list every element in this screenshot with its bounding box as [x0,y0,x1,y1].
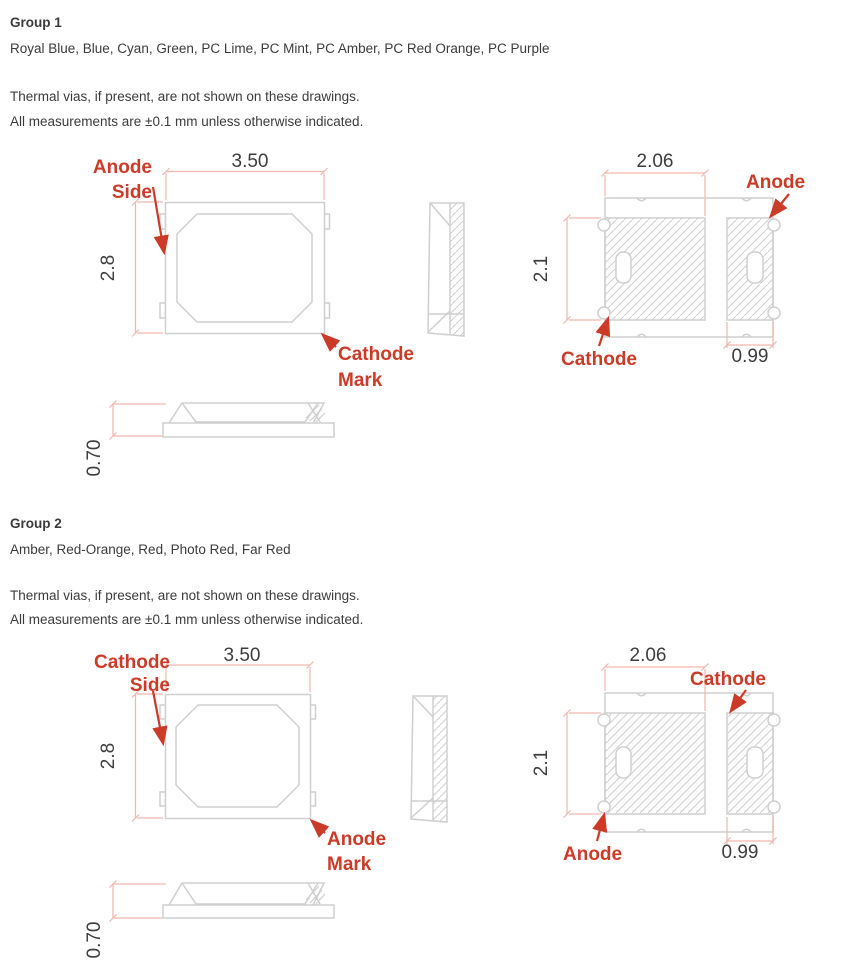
profile-body [169,883,324,905]
footprint-bottom-left-arrow [597,815,604,841]
dim-0-70 [84,881,166,959]
dim-profile-height: 0.70 [84,921,105,959]
mark-label-line1: Cathode [338,344,414,365]
dim-2-8 [98,199,163,337]
pad-corner-relief [768,219,780,231]
footprint-bottom-left-label: Cathode [561,349,637,370]
side-label-line1: Cathode [94,652,170,673]
dim-3-50 [163,645,314,692]
group2-drawings [0,645,850,967]
side-view-hatch [433,696,447,822]
pad-slot [616,747,631,778]
pad-slot [747,252,763,283]
dim-2-1 [531,215,601,324]
pad-corner-relief [598,714,610,726]
group2-note-measurements: All measurements are ±0.1 mm unless otherwise indicated. [10,612,364,627]
pad-corner-relief [768,801,780,813]
group2-top-view [94,645,386,875]
pad-corner-relief [768,714,780,726]
group1-note-measurements: All measurements are ±0.1 mm unless otherwise indicated. [10,114,364,129]
dim-2-1 [531,710,601,818]
dim-big-pad-width: 2.06 [636,151,674,172]
mark-label-arrow [312,821,325,833]
pad-corner-relief [598,801,610,813]
side-label-line1: Anode [92,157,152,178]
group1-color-list: Royal Blue, Blue, Cyan, Green, PC Lime, PC Mint, PC Amber, PC Red Orange, PC Purple [10,41,550,56]
pad-corner-relief [768,307,780,319]
side-view-hatch [450,203,464,336]
profile-base [163,423,334,437]
group2-title: Group 2 [10,516,62,531]
pad-slot [616,252,631,283]
group2-footprint [531,645,780,865]
dim-profile-height: 0.70 [84,439,105,477]
group1-title: Group 1 [10,15,62,30]
dim-0-70 [84,401,166,477]
side-label-line2: Side [129,675,170,696]
footprint-top-right-label: Anode [746,172,806,193]
footprint-bottom-left-label: Anode [563,844,623,865]
group1-profile-view [84,401,334,477]
pad-corner-relief [598,307,610,319]
lead-tab [160,303,166,318]
group1-footprint [531,151,805,370]
group2-note-thermal-vias: Thermal vias, if present, are not shown on these drawings. [10,588,360,603]
group2-color-list: Amber, Red-Orange, Red, Photo Red, Far Red [10,542,291,557]
dim-2-8 [98,691,163,822]
dim-small-pad-width: 0.99 [721,842,759,863]
group1-side-view [428,203,464,336]
dim-width-value: 3.50 [231,151,269,172]
pad-slot [747,747,763,778]
lead-tab [160,792,166,806]
dim-height-value: 2.8 [98,742,119,770]
pad-corner-relief [598,219,610,231]
group2-side-view [411,696,447,822]
group1-drawings [0,140,850,500]
group1-note-thermal-vias: Thermal vias, if present, are not shown on these drawings. [10,89,360,104]
lead-tab [160,705,166,719]
dim-small-pad-width: 0.99 [731,346,769,367]
mark-label-arrow [323,335,336,347]
dim-3-50 [163,151,328,200]
footprint-top-right-label: Cathode [690,669,766,690]
mark-label-line2: Mark [338,370,383,391]
dim-pad-height: 2.1 [531,749,552,777]
dim-width-value: 3.50 [223,645,261,666]
dim-big-pad-width: 2.06 [629,645,667,666]
package-outline [166,695,311,819]
dim-height-value: 2.8 [98,254,119,282]
group2-profile-view [84,881,334,959]
mark-label-line2: Mark [327,854,372,875]
profile-base [163,905,334,918]
side-label-line2: Side [111,182,152,203]
group1-top-view [93,151,414,391]
profile-body [169,403,324,423]
dim-pad-height: 2.1 [531,255,552,283]
mark-label-line1: Anode [327,829,387,850]
